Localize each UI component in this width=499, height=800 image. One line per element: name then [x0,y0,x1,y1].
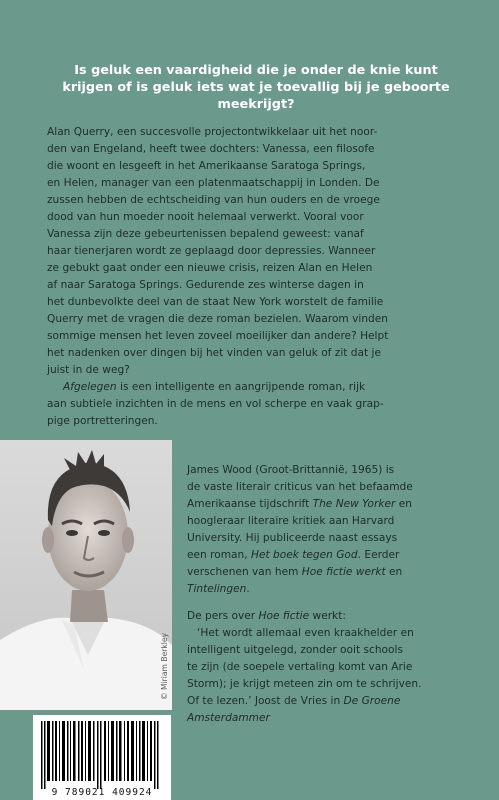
bio-line: hoogleraar literaire kritiek aan Harvard [187,515,395,527]
press-intro [187,608,487,625]
tagline-line: krijgen of is geluk iets wat je toevallig bij je geboorte [62,80,450,95]
book-title: Afgelegen [63,381,117,393]
bio-text: en [395,498,412,510]
blurb-line: het nadenken over dingen bij het vinden van geluk of zit dat je [47,347,381,359]
tagline-line: Is geluk een vaardigheid die je onder de knie kunt [74,63,438,78]
quote-line: intelligent uitgelegd, zonder ooit schools [187,644,403,656]
magazine-title: The New Yorker [312,498,396,510]
blurb-line: dood van hun moeder nooit helemaal verwerkt. Vooral voor [47,211,364,223]
quote-line: ‘Het wordt allemaal even kraakhelder en [197,627,414,639]
bio-text: . Eerder [357,549,400,561]
bio-line: University. Hij publiceerde naast essays [187,532,398,544]
author-photo [0,440,172,710]
bio-line: James Wood (Groot-Brittannië, 1965) is [187,464,395,476]
blurb-line: ze gebukt gaat onder een nieuwe crisis, reizen Alan en Helen [47,262,373,274]
blurb-line: pige portretteringen. [47,415,158,427]
blurb-line: Alan Querry, een succesvolle projectontwikkelaar uit het noor- [47,126,378,138]
book-title: Tintelingen [187,583,247,595]
publication-title: Amsterdammer [187,712,270,724]
book-title: Hoe fictie werkt [301,566,386,578]
book-blurb [47,124,467,430]
press-text: De pers over [187,610,259,622]
bio-text: . [246,583,250,595]
quote-line [187,710,487,727]
back-cover-tagline [56,62,456,113]
isbn-barcode [33,715,171,800]
bio-line [187,547,487,564]
author-bio [187,462,487,598]
blurb-line: aan subtiele inzichten in de mens en vol scherpe en vaak grap- [47,398,384,410]
blurb-line: het dunbevolkte deel van de staat New York worstelt de familie [47,296,384,308]
press-text: Of te lezen.’ Joost de Vries in [187,695,344,707]
blurb-line: haar tienerjaren wordt ze geplaagd door depressies. Wanneer [47,245,376,257]
blurb-line: juist in de weg? [47,364,130,376]
blurb-line: Vanessa zijn deze gebeurtenissen bepalend geweest: vanaf [47,228,364,240]
quote-line: te zijn (de soepele vertaling komt van Arie [187,661,413,673]
bio-text: Amerikaanse tijdschrift [187,498,313,510]
blurb-text: is een intelligente en aangrijpende roman, rijk [116,381,366,393]
book-title: Het boek tegen God [250,549,358,561]
bio-line [187,564,487,581]
quote-line: Storm); je krijgt meteen zin om te schrijven. [187,678,422,690]
publication-title: De Groene [343,695,401,707]
press-quote [187,608,487,727]
blurb-line: sommige mensen het leven zoveel moeilijker dan andere? Helpt [47,330,389,342]
blurb-line: Querry met de vragen die deze roman bezielen. Waarom vinden [47,313,389,325]
bio-line [187,496,487,513]
bio-text: verschenen van hem [187,566,302,578]
blurb-line: af naar Saratoga Springs. Gedurende zes winterse dagen in [47,279,364,291]
press-text: werkt: [309,610,346,622]
bio-line: de vaste literair criticus van het befaamde [187,481,413,493]
isbn-number: 9 789021 409924 [51,787,153,798]
quote-line [187,693,487,710]
book-title: Hoe fictie [258,610,310,622]
bio-text: een roman, [187,549,251,561]
photo-credit: © Miriam Berkley [160,632,169,700]
blurb-paragraph-2-line [47,379,467,396]
blurb-line: die woont en lesgeeft in het Amerikaanse Saratoga Springs, [47,160,366,172]
tagline-line: meekrijgt? [217,97,295,112]
bio-text: en [385,566,403,578]
blurb-line: den van Engeland, heeft twee dochters: Vanessa, een filosofe [47,143,375,155]
bio-line [187,581,487,598]
blurb-line: en Helen, manager van een platenmaatschappij in Londen. De [47,177,380,189]
blurb-line: zussen hebben de echtscheiding van hun ouders en de vroege [47,194,380,206]
